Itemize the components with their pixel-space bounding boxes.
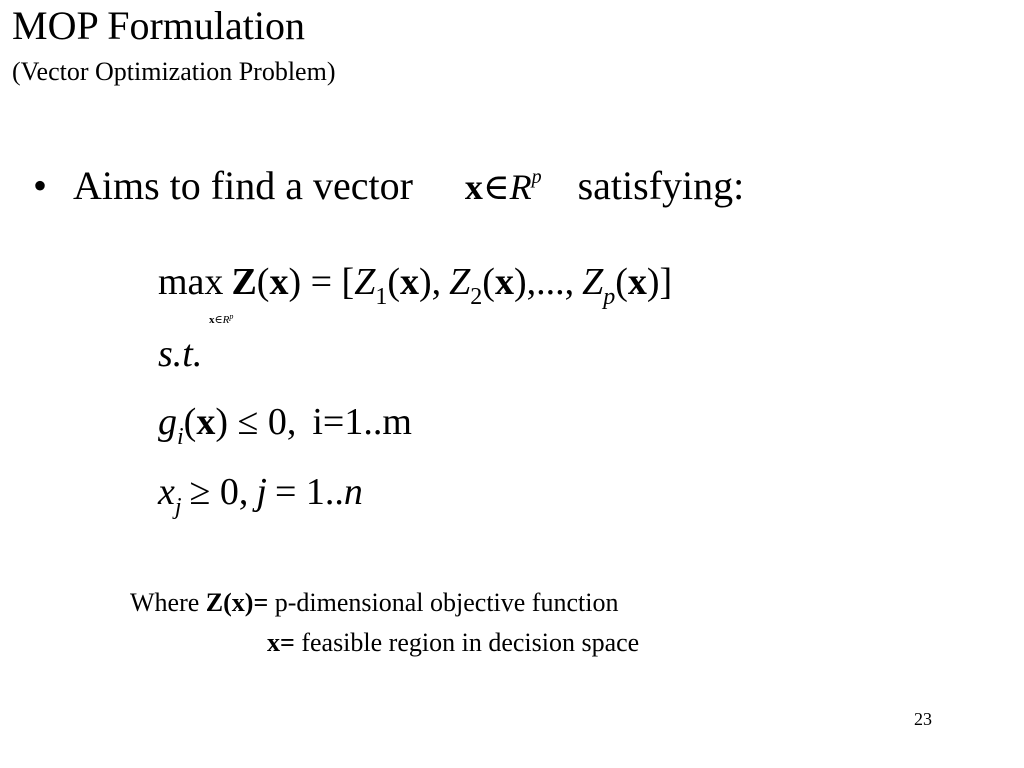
Zp: Z <box>582 261 604 303</box>
where-x-desc: feasible region in decision space <box>301 628 640 657</box>
slide-title: MOP Formulation <box>12 3 305 48</box>
argp-close: )] <box>646 261 673 303</box>
inline-math-p: p <box>531 166 542 188</box>
where-Zx-desc: p-dimensional objective function <box>274 588 619 617</box>
max-operator: max <box>158 261 224 303</box>
arg1-x: x <box>400 261 419 303</box>
g-range: i=1..m <box>312 401 412 443</box>
g-open: ( <box>183 401 197 443</box>
n-symbol: n <box>343 471 363 513</box>
page-number: 23 <box>914 709 932 729</box>
bullet-text-before: Aims to find a vector <box>73 163 413 208</box>
g-symbol: g <box>158 401 177 443</box>
under-R: R <box>222 314 230 326</box>
constraint-g <box>158 398 412 451</box>
max-subscript <box>209 314 233 327</box>
where-lead: Where <box>130 588 200 617</box>
Z1-sub: 1 <box>375 284 388 310</box>
under-in: ∈ <box>214 314 223 326</box>
g-rest: ) ≤ 0, <box>215 401 297 443</box>
arg2-close: ),..., <box>513 261 575 303</box>
Zp-sub: p <box>603 284 616 310</box>
inline-math-R: R <box>509 167 532 207</box>
slide-subtitle: (Vector Optimization Problem) <box>12 57 336 86</box>
Z2-sub: 2 <box>470 284 483 310</box>
Z1: Z <box>354 261 376 303</box>
equals-bracket: ) = [ <box>288 261 355 303</box>
Z-vector: Z <box>231 261 257 303</box>
where-line-2 <box>267 628 639 658</box>
under-p: p <box>229 312 234 321</box>
arg2-open: ( <box>482 261 495 303</box>
constraint-x <box>158 468 363 521</box>
bullet-item <box>33 160 744 219</box>
Z2: Z <box>449 261 471 303</box>
where-Zx: Z(x)= <box>205 588 269 617</box>
under-x: x <box>209 314 215 326</box>
argp-open: ( <box>615 261 628 303</box>
arg1-close: ), <box>419 261 442 303</box>
arg1-open: ( <box>387 261 400 303</box>
bullet-text-after: satisfying: <box>577 163 745 208</box>
x-vector: x <box>269 261 289 303</box>
j-symbol: j <box>256 471 267 513</box>
argp-x: x <box>627 261 647 303</box>
inline-math-in: ∈ <box>482 167 510 207</box>
paren-open: ( <box>256 261 270 303</box>
inline-math <box>465 161 578 219</box>
x-sub: j <box>174 494 182 520</box>
inline-math-x: x <box>464 167 483 207</box>
subject-to-label: s.t. <box>158 333 203 375</box>
objective-equation <box>158 258 672 311</box>
x-rest: ≥ 0, <box>189 471 249 513</box>
g-sub: i <box>177 424 184 450</box>
x-symbol: x <box>158 471 175 513</box>
arg2-x: x <box>494 261 514 303</box>
bullet-icon: • <box>33 163 48 208</box>
j-eq: = 1.. <box>274 471 344 513</box>
where-line-1 <box>130 588 618 618</box>
g-x: x <box>196 401 216 443</box>
where-x: x= <box>267 628 295 657</box>
